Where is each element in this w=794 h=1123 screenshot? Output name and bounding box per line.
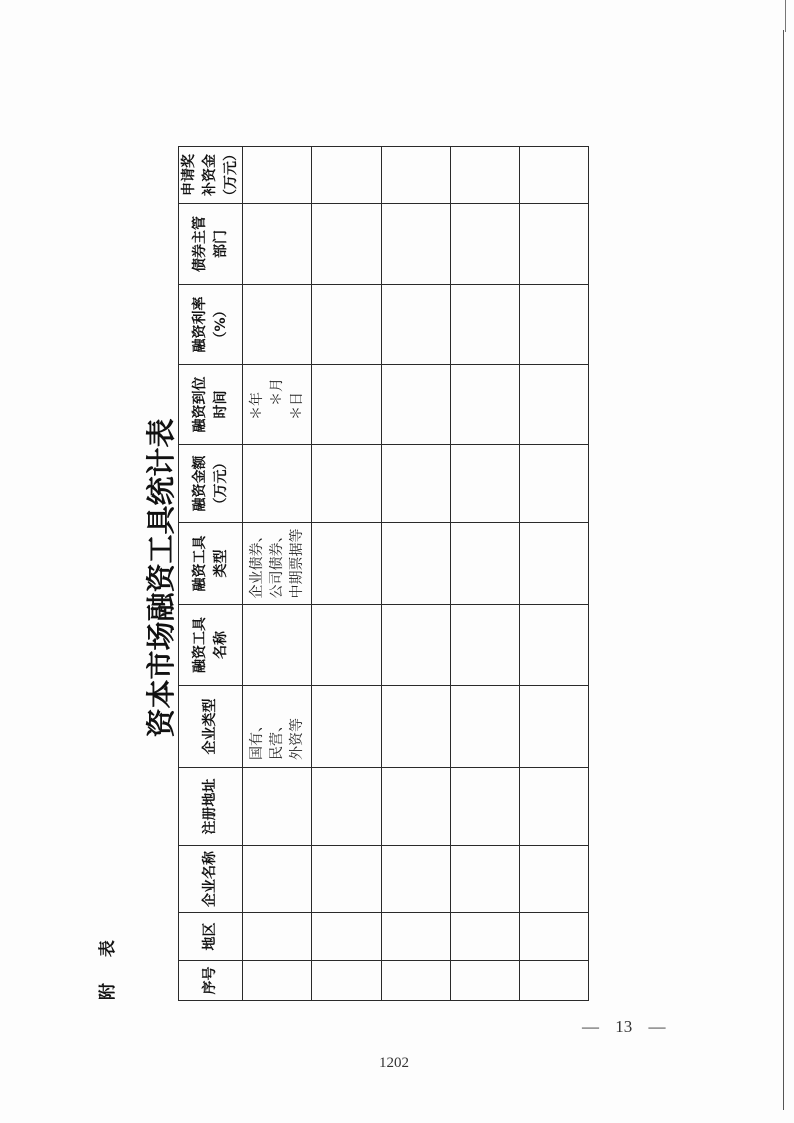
table-cell: [520, 523, 589, 605]
table-cell: [451, 523, 520, 605]
table-cell: [520, 204, 589, 285]
header-line: 申请奖: [181, 154, 197, 196]
cell-line: 外资等: [289, 718, 305, 760]
cell-line: 民营、: [269, 718, 285, 760]
header-enterprise-type: [179, 686, 243, 768]
table-cell: [312, 961, 382, 1001]
header-line: 融资到位: [191, 376, 208, 433]
table-cell: [451, 605, 520, 686]
table-cell: [312, 913, 382, 961]
header-enterprise-name: [179, 846, 243, 913]
header-line: （%）: [212, 303, 229, 346]
header-financing-amount: [179, 445, 243, 523]
table-cell: [520, 768, 589, 846]
header-subsidy-amount: [179, 147, 243, 204]
table-cell: [451, 285, 520, 365]
header-line: 部门: [212, 230, 229, 258]
stamp-number: 1202: [379, 1055, 409, 1071]
table-cell: [382, 961, 451, 1001]
table-cell: [451, 768, 520, 846]
table-cell: [451, 846, 520, 913]
table-cell: [382, 605, 451, 686]
table-row: [520, 147, 589, 1001]
cell-line: 企业债券、: [249, 528, 265, 599]
table-cell: [382, 147, 451, 204]
table-cell: [520, 846, 589, 913]
table-cell: [312, 285, 382, 365]
scan-edge-line: [785, 0, 786, 32]
header-line: 企业名称: [202, 851, 218, 907]
table-cell: [312, 204, 382, 285]
header-funding-date: [179, 365, 243, 445]
header-line: 名称: [212, 631, 229, 659]
table-cell: [312, 768, 382, 846]
table-cell: [312, 523, 382, 605]
annex-label: 附 表: [98, 930, 118, 1000]
table-cell: [382, 445, 451, 523]
cell-line: 国有、: [249, 718, 265, 760]
table-cell: [382, 686, 451, 768]
table-cell: [520, 686, 589, 768]
header-registered-address: [179, 768, 243, 846]
table-cell: [451, 365, 520, 445]
table-cell: [312, 605, 382, 686]
header-line: 地区: [202, 922, 218, 951]
table-cell: [520, 147, 589, 204]
table-row: [382, 147, 451, 1001]
header-line: 融资工具: [191, 617, 208, 673]
header-line: 注册地址: [202, 778, 218, 835]
funding-date-example-cell: [243, 365, 312, 445]
cell-line: 中期票据等: [289, 528, 305, 599]
table-cell: [312, 445, 382, 523]
header-line: （万元）: [223, 147, 239, 203]
header-line: （万元）: [212, 455, 229, 512]
table-row: [312, 147, 382, 1001]
table-cell: [382, 768, 451, 846]
table-cell: [243, 204, 312, 285]
table-cell: [243, 147, 312, 204]
table-cell: [382, 285, 451, 365]
cell-line: 公司债券、: [269, 528, 285, 599]
table-cell: [451, 913, 520, 961]
table-cell: [312, 365, 382, 445]
header-line: 债券主管: [191, 216, 208, 272]
cell-line: ＊日: [289, 392, 305, 420]
cell-line: ＊年: [249, 392, 265, 420]
header-line: 补资金: [202, 154, 218, 196]
table-cell: [382, 204, 451, 285]
table-cell: [520, 913, 589, 961]
table-cell: [382, 913, 451, 961]
page-number: — 13 —: [582, 1017, 666, 1036]
table-cell: [243, 961, 312, 1001]
table-cell: [382, 523, 451, 605]
table-cell: [520, 961, 589, 1001]
cell-line: ＊月: [269, 378, 285, 406]
enterprise-type-example-cell: [243, 686, 312, 768]
table-cell: [382, 846, 451, 913]
table-cell: [312, 147, 382, 204]
table-cell: [243, 605, 312, 686]
table-cell: [382, 365, 451, 445]
table-header-row: [179, 147, 243, 1001]
statistics-table: [178, 146, 589, 1001]
header-interest-rate: [179, 285, 243, 365]
page-title: 资本市场融资工具统计表: [144, 418, 178, 738]
table-cell: [520, 365, 589, 445]
table-cell: [451, 686, 520, 768]
table-cell: [451, 445, 520, 523]
header-instrument-name: [179, 605, 243, 686]
table-cell: [243, 445, 312, 523]
table-cell: [451, 204, 520, 285]
table-cell: [520, 285, 589, 365]
instrument-type-example-cell: [243, 523, 312, 605]
table-cell: [243, 768, 312, 846]
header-instrument-type: [179, 523, 243, 605]
table-cell: [451, 147, 520, 204]
table-row: [451, 147, 520, 1001]
table-cell: [312, 846, 382, 913]
header-line: 序号: [202, 966, 218, 995]
table-cell: [520, 605, 589, 686]
header-line: 企业类型: [202, 698, 218, 755]
table-cell: [243, 913, 312, 961]
header-bond-authority: [179, 204, 243, 285]
table-row: [243, 147, 312, 1001]
table-cell: [451, 961, 520, 1001]
table-cell: [312, 686, 382, 768]
table-cell: [243, 285, 312, 365]
header-line: 类型: [212, 549, 229, 578]
scan-edge-line: [783, 30, 784, 1110]
header-serial-number: [179, 961, 243, 1001]
header-line: 融资利率: [191, 296, 208, 353]
header-line: 融资工具: [191, 535, 208, 592]
header-region: [179, 913, 243, 961]
header-line: 融资金额: [191, 455, 208, 512]
table-cell: [243, 846, 312, 913]
table-cell: [520, 445, 589, 523]
header-line: 时间: [212, 390, 229, 419]
